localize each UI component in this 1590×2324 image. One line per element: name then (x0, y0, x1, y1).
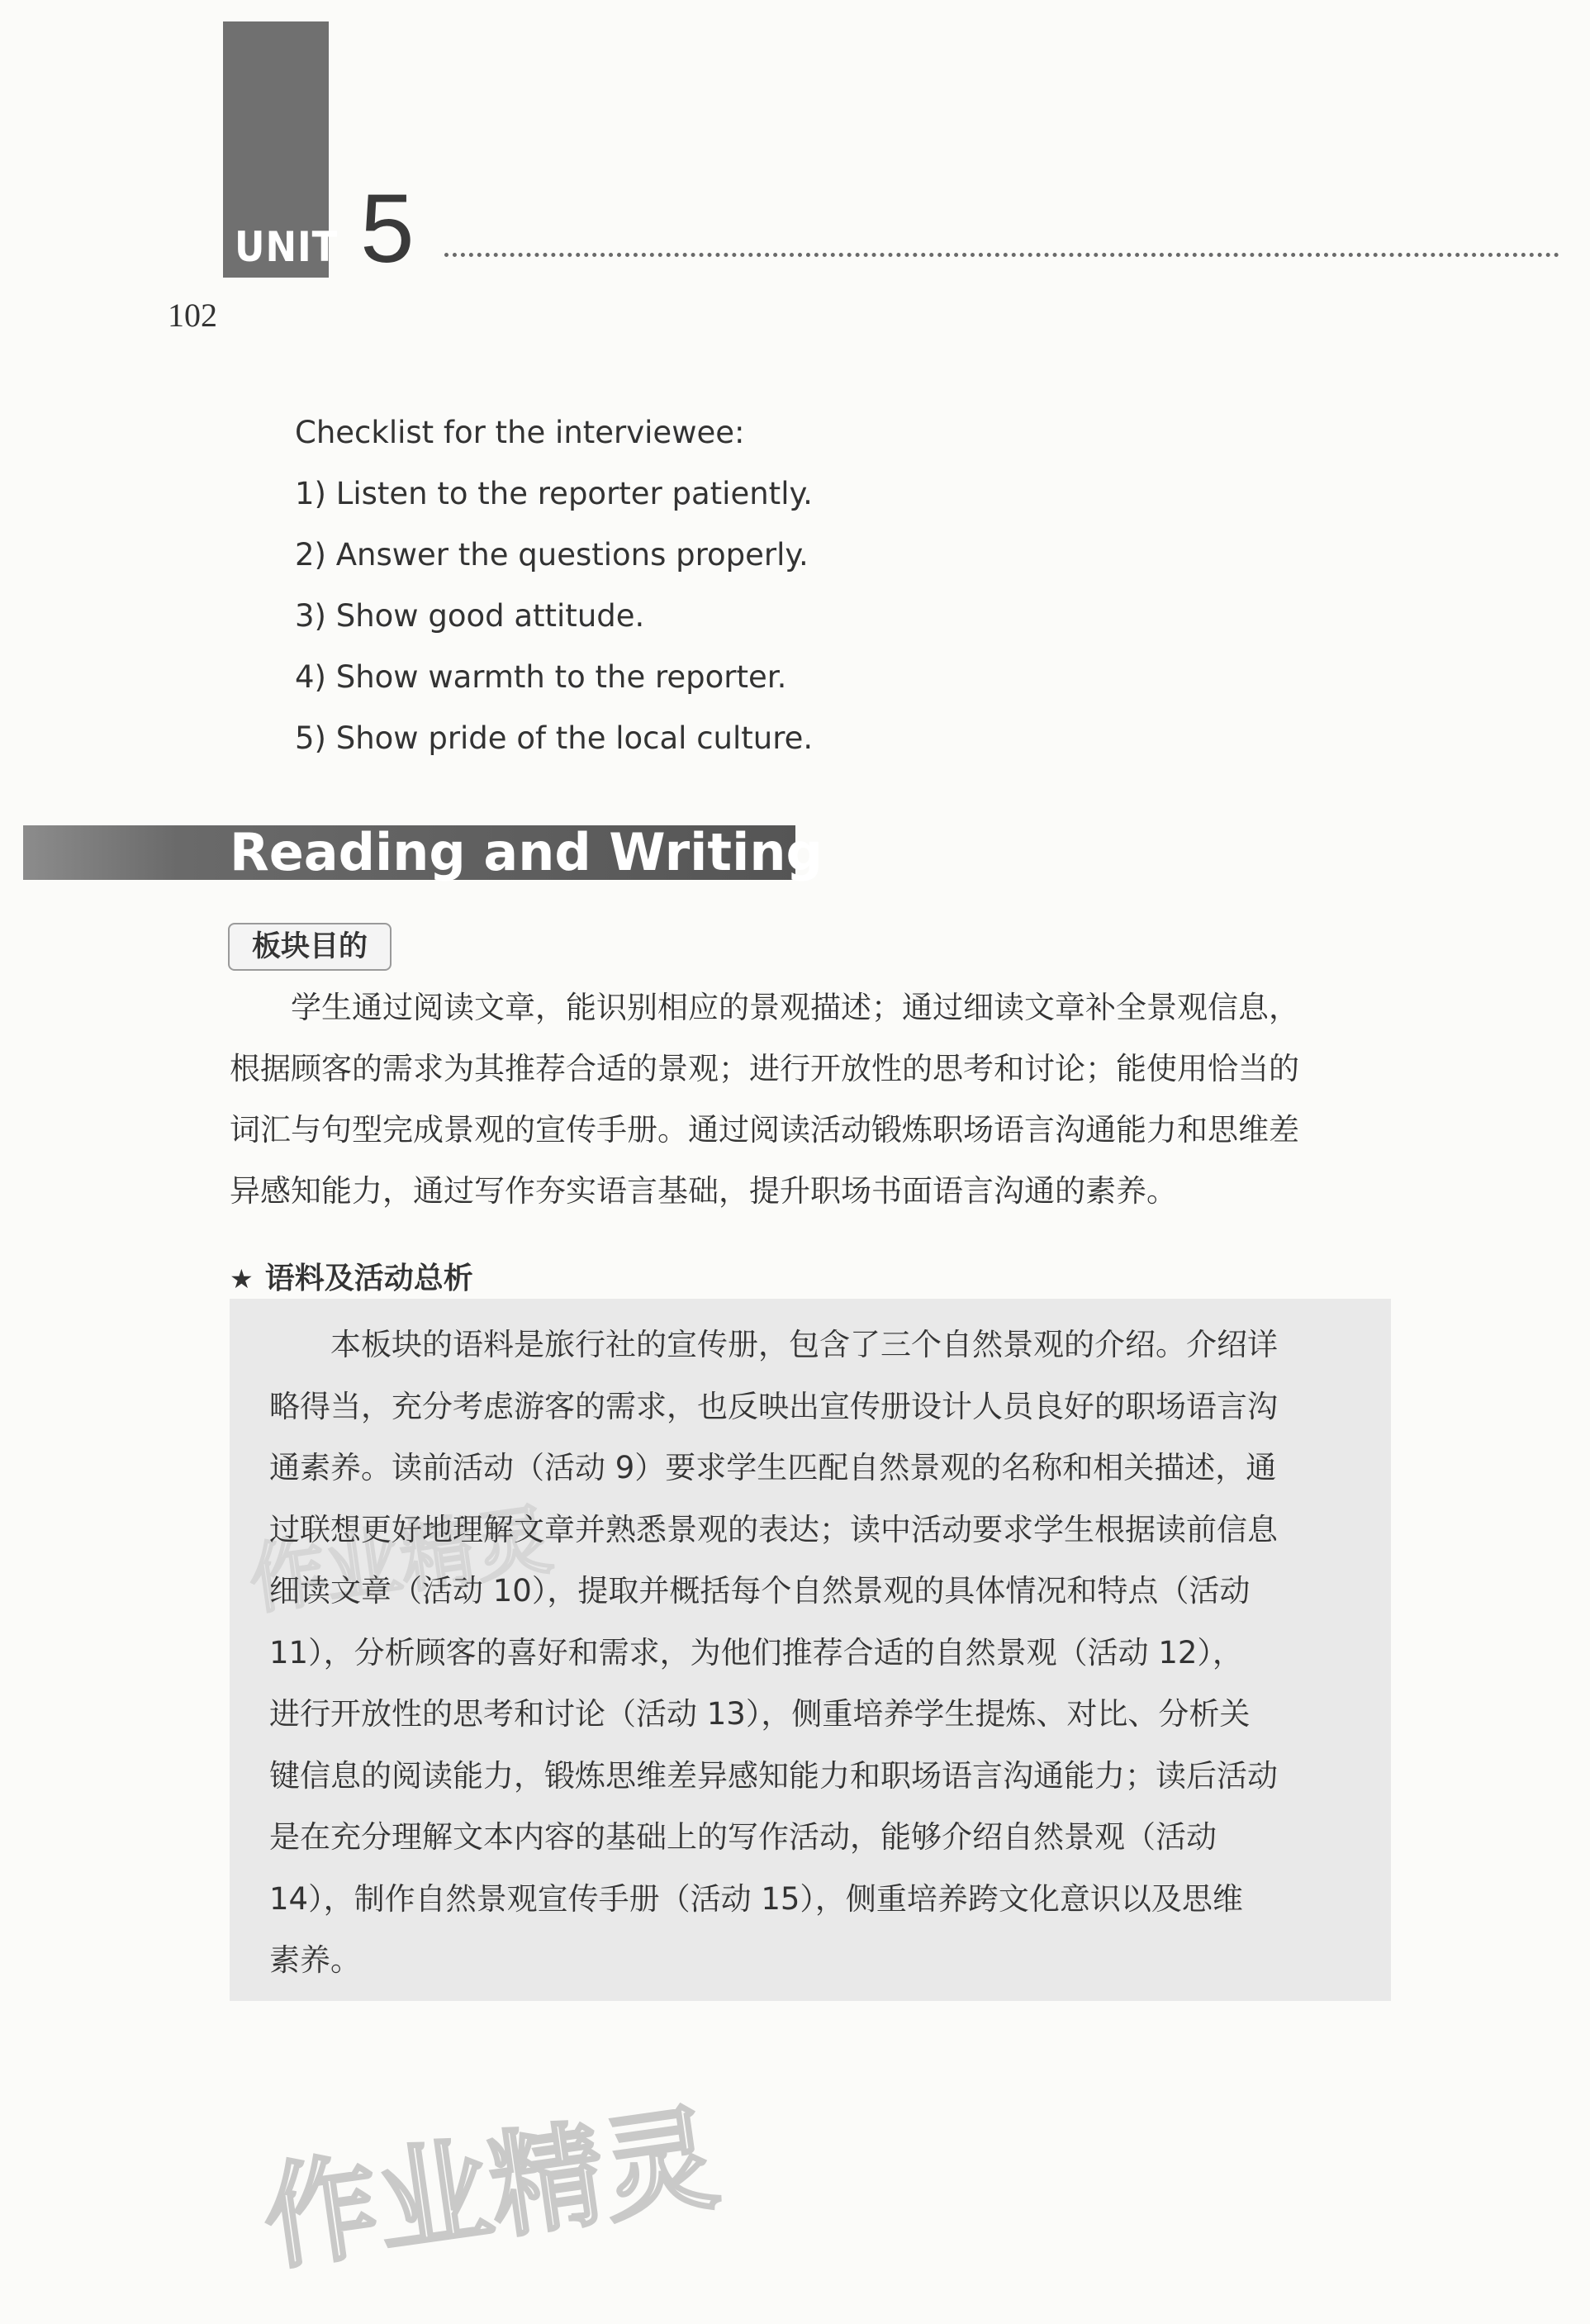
purpose-tag: 板块目的 (228, 923, 392, 971)
interviewee-checklist (295, 413, 1369, 780)
unit-number: 5 (360, 174, 415, 283)
analysis-line: 细读文章（活动 10），提取并概括每个自然景观的具体情况和特点（活动 (269, 1573, 1251, 1609)
analysis-line: 进行开放性的思考和讨论（活动 13），侧重培养学生提炼、对比、分析关 (269, 1696, 1251, 1732)
analysis-paragraph (269, 1320, 1376, 1998)
analysis-heading (230, 1256, 473, 1302)
checklist-item: 5) Show pride of the local culture. (295, 720, 814, 756)
star-icon: ★ (230, 1263, 254, 1295)
analysis-line: 键信息的阅读能力，锻炼思维差异感知能力和职场语言沟通能力；读后活动 (269, 1757, 1278, 1794)
checklist-item: 2) Answer the questions properly. (295, 537, 809, 573)
analysis-line: 14），制作自然景观宣传手册（活动 15），侧重培养跨文化意识以及思维 (269, 1880, 1243, 1917)
purpose-line: 根据顾客的需求为其推荐合适的景观；进行开放性的思考和讨论；能使用恰当的 (230, 1051, 1299, 1086)
watermark: 作业精灵 (255, 2091, 726, 2287)
checklist-item: 4) Show warmth to the reporter. (295, 659, 787, 695)
analysis-line: 略得当，充分考虑游客的需求，也反映出宣传册设计人员良好的职场语言沟 (269, 1388, 1278, 1424)
checklist-title: Checklist for the interviewee: (295, 415, 745, 450)
analysis-heading-text: 语料及活动总析 (264, 1262, 473, 1295)
analysis-line: 是在充分理解文本内容的基础上的写作活动，能够介绍自然景观（活动 (269, 1819, 1217, 1855)
header-dotted-divider (444, 253, 1559, 257)
checklist-item: 1) Listen to the reporter patiently. (295, 476, 813, 511)
watermark-mid: 作业精灵 (244, 1495, 558, 1626)
checklist-item: 3) Show good attitude. (295, 598, 645, 634)
page-number: 102 (168, 297, 217, 334)
analysis-line: 通素养。读前活动（活动 9）要求学生匹配自然景观的名称和相关描述，通 (269, 1450, 1277, 1485)
analysis-line: 素养。 (269, 1942, 361, 1978)
analysis-line: 本板块的语料是旅行社的宣传册，包含了三个自然景观的介绍。介绍详 (269, 1327, 1278, 1362)
analysis-line: 11），分析顾客的喜好和需求，为他们推荐合适的自然景观（活动 12）， (269, 1634, 1243, 1671)
purpose-line: 学生通过阅读文章，能识别相应的景观描述；通过细读文章补全景观信息， (230, 990, 1299, 1025)
purpose-line: 词汇与句型完成景观的宣传手册。通过阅读活动锻炼职场语言沟通能力和思维差 (230, 1112, 1299, 1148)
purpose-paragraph (230, 983, 1394, 1228)
unit-label: UNIT (235, 223, 339, 271)
analysis-line: 过联想更好地理解文章并熟悉景观的表达；读中活动要求学生根据读前信息 (269, 1511, 1278, 1547)
purpose-line: 异感知能力，通过写作夯实语言基础，提升职场书面语言沟通的素养。 (230, 1173, 1177, 1209)
section-title: Reading and Writing (230, 822, 823, 882)
